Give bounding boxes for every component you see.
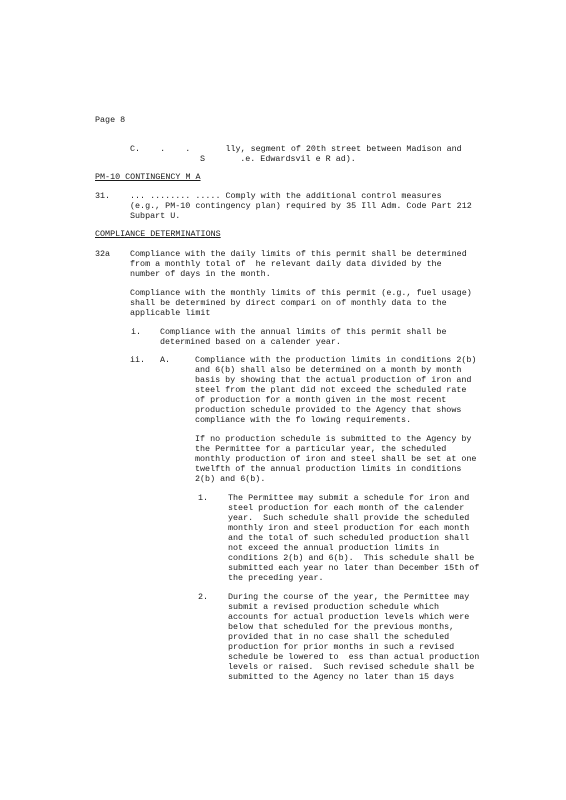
item-ii-a-line-3: basis by showing that the actual production of iron and (195, 375, 472, 385)
sub-item-2-number: 2. (198, 592, 209, 602)
sub-item-1-line-6: not exceed the annual production limits in (228, 543, 440, 553)
item-ii-a-para2-line-3: monthly production of iron and steel shall be set at one (195, 454, 477, 464)
condition-32a-para2-line-2: shall be determined by direct compari on of monthly data to the (130, 298, 447, 308)
condition-number-32a: 32a (95, 249, 111, 259)
item-ii-a-line-4: steel from the plant did not exceed the scheduled rate (195, 385, 467, 395)
condition-31-line-3: Subpart U. (130, 211, 181, 221)
condition-number-31: 31. (95, 191, 111, 201)
item-ii-a-line-7: compliance with the fo lowing requirements. (195, 415, 412, 425)
section-heading-compliance: COMPLIANCE DETERMINATIONS (95, 229, 221, 239)
condition-32a-line-1: Compliance with the daily limits of this permit shall be determined (130, 249, 467, 259)
condition-32a-line-3: number of days in the month. (130, 269, 271, 279)
sub-item-1-line-3: year. Such schedule shall provide the scheduled (228, 513, 470, 523)
sub-item-2-line-7: schedule be lowered to ess than actual production (228, 652, 480, 662)
sub-item-2-line-6: production for prior months in such a revised (228, 642, 455, 652)
sub-item-2-line-3: accounts for actual production levels which were (228, 612, 470, 622)
sub-item-1-line-1: The Permittee may submit a schedule for iron and (228, 493, 470, 503)
sub-item-1-line-7: conditions 2(b) and 6(b). This schedule shall be (228, 553, 475, 563)
item-ii-a-para2-line-5: 2(b) and 6(b). (195, 474, 266, 484)
sub-item-2-line-8: levels or raised. Such revised schedule shall be (228, 662, 475, 672)
location-line-2: S .e. Edwardsvil e R ad). (200, 154, 356, 164)
sub-item-2-line-9: submitted to the Agency no later than 15 days (228, 672, 455, 682)
condition-32a-para2-line-1: Compliance with the monthly limits of this permit (e.g., fuel usage) (130, 288, 472, 298)
item-ii-a-line-1: Compliance with the production limits in conditions 2(b) (195, 355, 477, 365)
sub-item-1-line-4: monthly iron and steel production for each month (228, 523, 470, 533)
item-ii-a-line-2: and 6(b) shall also be determined on a month by month (195, 365, 462, 375)
item-i-line-2: determined based on a calender year. (160, 337, 341, 347)
sub-item-1-line-2: steel production for each month of the calender (228, 503, 465, 513)
item-ii-a-line-6: production schedule provided to the Agency that shows (195, 405, 462, 415)
sub-item-1-line-5: and the total of such scheduled production shall (228, 533, 470, 543)
sub-item-1-number: 1. (198, 493, 209, 503)
sub-item-2-line-4: below that scheduled for the previous months, (228, 622, 455, 632)
location-line-1: C. . . lly, segment of 20th street between Madison and (130, 144, 462, 154)
sub-item-2-line-2: submit a revised production schedule which (228, 602, 440, 612)
item-ii-label: ii. (130, 355, 146, 365)
sub-item-2-line-1: During the course of the year, the Permittee may (228, 592, 470, 602)
sub-item-1-line-8: submitted each year no later than December 15th of (228, 563, 480, 573)
page-number: Page 8 (95, 115, 126, 125)
item-ii-a-para2-line-4: twelfth of the annual production limits in conditions (195, 464, 462, 474)
item-ii-a-para2-line-2: the Permittee for a particular year, the scheduled (195, 444, 447, 454)
condition-31-line-2: (e.g., PM-10 contingency plan) required by 35 Ill Adm. Code Part 212 (130, 201, 472, 211)
item-ii-a-line-5: of production for a month given in the most recent (195, 395, 447, 405)
condition-31-line-1: ... ........ ..... Comply with the additional control measures (130, 191, 442, 201)
sub-item-1-line-9: the preceding year. (228, 573, 324, 583)
item-i-label: i. (131, 327, 142, 337)
condition-32a-line-2: from a monthly total of he relevant daily data divided by the (130, 259, 442, 269)
item-ii-a-label: A. (160, 355, 171, 365)
item-ii-a-para2-line-1: If no production schedule is submitted to the Agency by (195, 434, 472, 444)
section-heading-pm10: PM-10 CONTINGENCY M A (95, 172, 201, 182)
item-i-line-1: Compliance with the annual limits of this permit shall be (160, 327, 447, 337)
sub-item-2-line-5: provided that in no case shall the scheduled (228, 632, 450, 642)
condition-32a-para2-line-3: applicable limit (130, 308, 211, 318)
